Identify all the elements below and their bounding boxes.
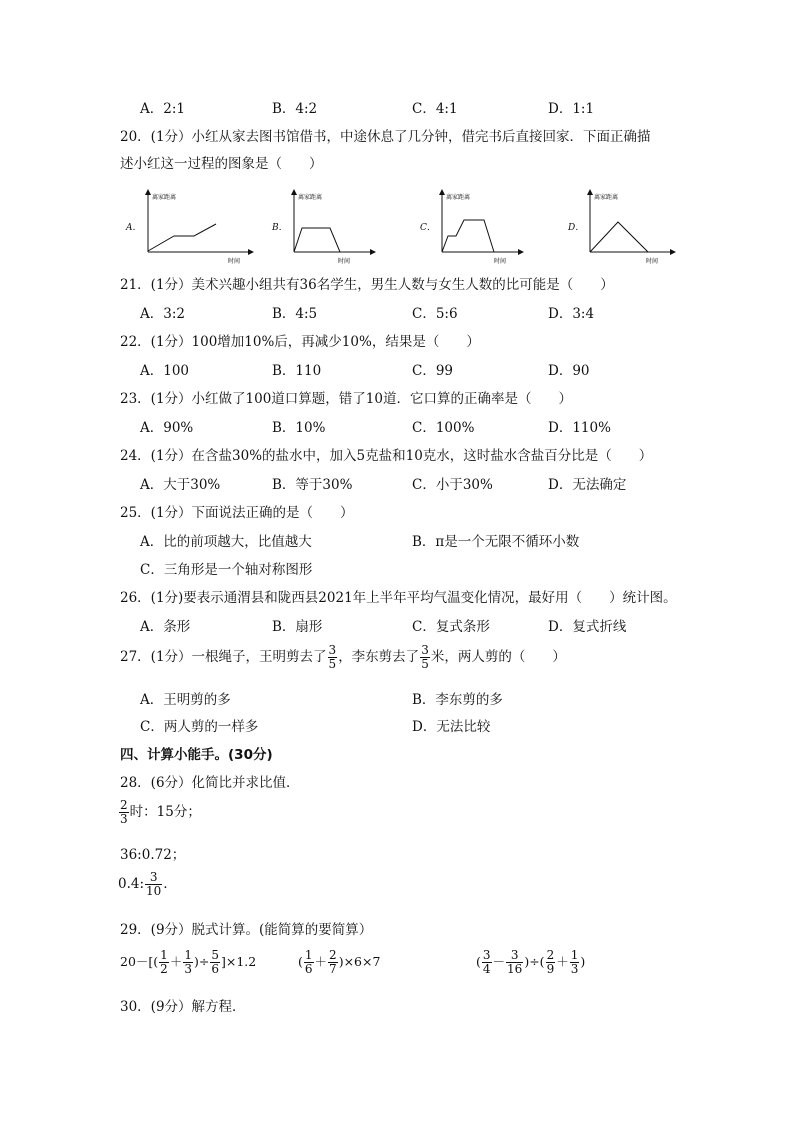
q29-stem: 29．(9分）脱式计算。(能简算的要简算）: [120, 922, 373, 938]
q28-item-3: [118, 868, 177, 900]
q23-option-b: B．10%: [272, 420, 326, 436]
q24-option-c: C．小于30%: [412, 477, 493, 493]
q22-option-a: A．100: [140, 363, 190, 379]
q26-option-d: D．复式折线: [548, 619, 627, 635]
q22-option-d: D．90: [548, 363, 590, 379]
graph-b-x-axis: 时间: [338, 258, 351, 265]
q28-item3-pre: 0.4:: [118, 876, 145, 892]
q27-stem-c: 米，两人剪的（ ）: [430, 649, 566, 665]
q28-item1-text: 时：15分；: [129, 804, 201, 820]
graph-b-y-axis: 离家距离: [298, 194, 323, 201]
graph-d-x-axis: 时间: [646, 258, 659, 265]
q24-option-d: D．无法确定: [548, 477, 627, 493]
q25-option-a: A．比的前项越大，比值越大: [140, 534, 312, 550]
q20-stem-line1: 20．(1分）小红从家去图书馆借书，中途休息了几分钟，借完书后直接回家．下面正确描: [120, 129, 651, 145]
graph-c-x-axis: 时间: [494, 258, 507, 265]
q29-expression-3: ( $\frac{3}{4}$ － $\frac{3}{16}$ )÷( $\frac{2}{9}$ ＋ $\frac{1}{3}$ ): [476, 948, 586, 976]
q22-stem: 22．(1分）100增加10%后，再减少10%，结果是（ ）: [120, 334, 480, 350]
q27-option-a: A．王明剪的多: [140, 692, 231, 708]
graph-c: [438, 188, 548, 266]
q22-option-b: B．110: [272, 363, 322, 379]
q21-option-d: D．3:4: [548, 306, 595, 322]
q26-option-a: A．条形: [140, 619, 191, 635]
q23-option-c: C．100%: [412, 420, 475, 436]
section-4-heading: 四、计算小能手。(30分): [120, 747, 273, 763]
graph-b-label: B．: [272, 223, 288, 233]
q28-stem: 28．(6分）化简比并求比值．: [120, 775, 300, 791]
q26-option-b: B．扇形: [272, 619, 323, 635]
q20-graphs: [120, 188, 680, 268]
q19-option-b: B．4:2: [272, 101, 318, 117]
q26-stem: 26．(1分)要表示通渭县和陇西县2021年上半年平均气温变化情况，最好用（ ）统计图。: [120, 590, 677, 606]
q29-expression-1: 20－[( $\frac{1}{2}$ ＋ $\frac{1}{3}$ )÷ $\frac{5}{6}$ ]×1.2: [120, 948, 257, 976]
q24-option-b: B．等于30%: [272, 477, 353, 493]
q19-option-c: C．4:1: [412, 101, 458, 117]
q21-option-b: B．4:5: [272, 306, 318, 322]
q27-option-c: C．两人剪的一样多: [140, 719, 259, 735]
q19-option-d: D．1:1: [548, 101, 595, 117]
q30-stem: 30．(9分）解方程．: [120, 999, 246, 1015]
graph-d: [586, 188, 696, 266]
q27-option-d: D．无法比较: [412, 719, 491, 735]
q21-option-c: C．5:6: [412, 306, 458, 322]
graph-c-label: C．: [420, 223, 436, 233]
q28-item1-fraction: $\frac{2}{3}$: [120, 798, 128, 826]
q28-item3-post: ．: [163, 876, 177, 892]
q25-option-b: B．π是一个无限不循环小数: [412, 534, 580, 550]
q20-stem-line2: 述小红这一过程的图象是（ ）: [120, 156, 323, 172]
q27-stem-b: ，李东剪去了: [338, 649, 420, 665]
q21-stem: 21．(1分）美术兴趣小组共有36名学生，男生人数与女生人数的比可能是（ ）: [120, 277, 614, 293]
graph-c-y-axis: 离家距离: [446, 194, 471, 201]
graph-a-y-axis: 离家距离: [152, 194, 177, 201]
q28-item3-fraction: $\frac{3}{10}$: [146, 870, 162, 898]
graph-d-label: D．: [568, 223, 585, 233]
q28-item-1: [118, 796, 201, 828]
q23-option-d: D．110%: [548, 420, 611, 436]
q28-item-2: 36:0.72；: [120, 847, 186, 863]
q26-option-c: C．复式条形: [412, 619, 490, 635]
q27-stem: [120, 642, 566, 672]
q27-stem-a: 27．(1分）一根绳子，王明剪去了: [120, 649, 327, 665]
q25-option-c: C．三角形是一个轴对称图形: [140, 562, 313, 578]
q23-option-a: A．90%: [140, 420, 194, 436]
q24-stem: 24．(1分）在含盐30%的盐水中，加入5克盐和10克水，这时盐水含盐百分比是（ ）: [120, 448, 653, 464]
q25-stem: 25．(1分）下面说法正确的是（ ）: [120, 505, 354, 521]
graph-d-y-axis: 离家距离: [594, 194, 619, 201]
q27-option-b: B．李东剪的多: [412, 692, 503, 708]
q27-fraction-2: $\frac{3}{5}$: [421, 643, 429, 671]
q23-stem: 23．(1分）小红做了100道口算题，错了10道．它口算的正确率是（ ）: [120, 391, 572, 407]
q29-expression-2: ( $\frac{1}{6}$ ＋ $\frac{2}{7}$ )×6×7: [298, 948, 381, 976]
q24-option-a: A．大于30%: [140, 477, 221, 493]
q27-fraction-1: $\frac{3}{5}$: [328, 643, 337, 671]
graph-a-label: A．: [126, 223, 142, 233]
q19-option-a: A．2:1: [140, 101, 185, 117]
q21-option-a: A．3:2: [140, 306, 185, 322]
graph-a-x-axis: 时间: [228, 258, 241, 265]
q22-option-c: C．99: [412, 363, 454, 379]
graph-b: [290, 188, 400, 266]
graph-a: [144, 188, 254, 266]
